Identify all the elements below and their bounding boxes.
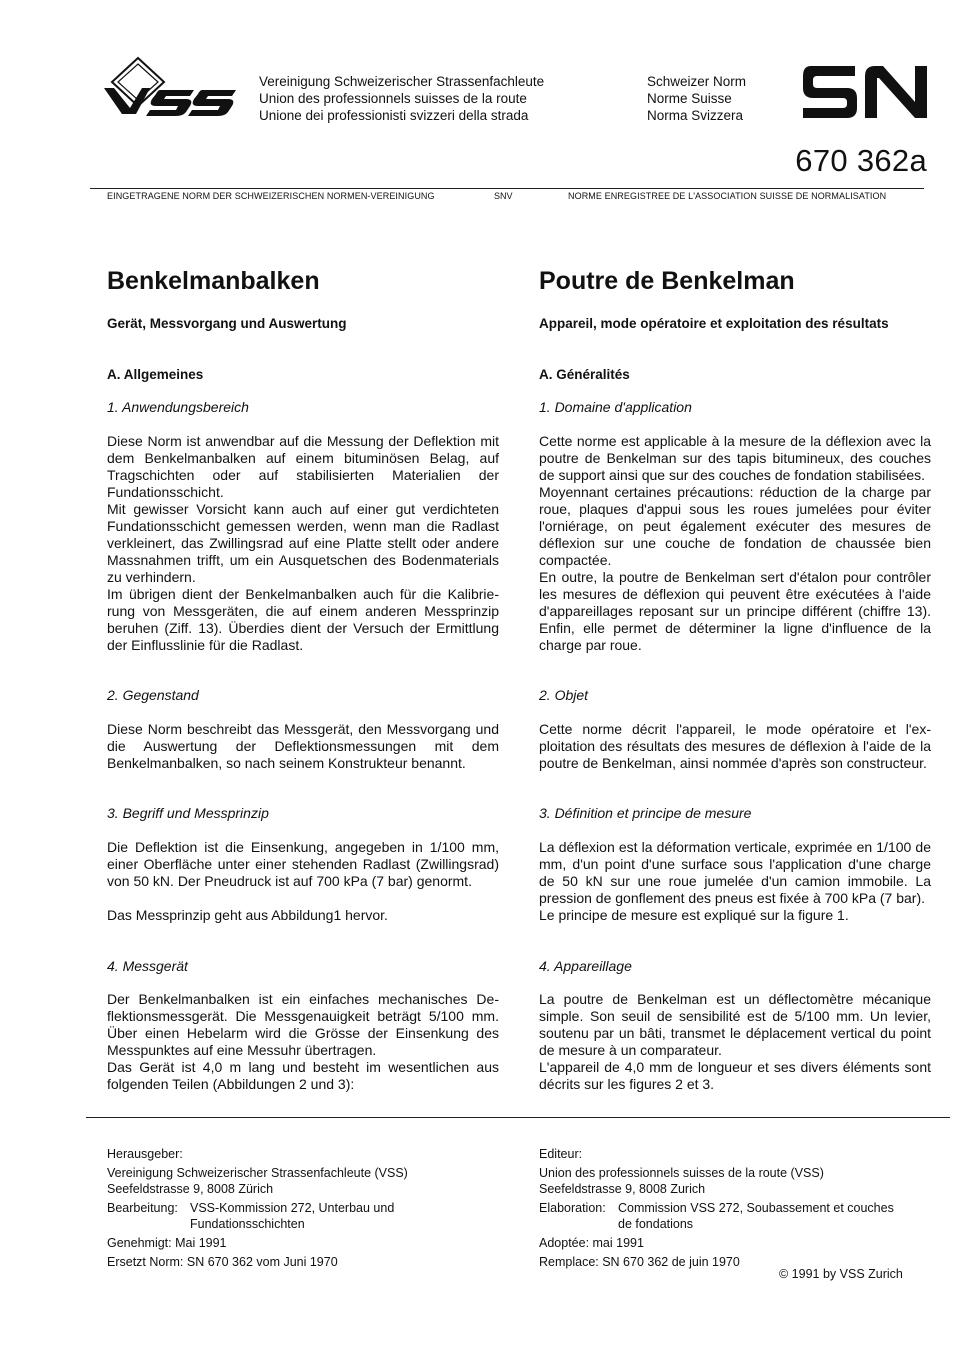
registration-snv: SNV: [494, 191, 513, 201]
subsection-1-heading-fr: 1. Domaine d'application: [539, 399, 692, 415]
subsection-2-heading-fr: 2. Objet: [539, 687, 589, 703]
editing-label-fr: Elaboration:: [539, 1201, 606, 1215]
publisher-label-fr: Editeur:: [539, 1147, 583, 1161]
vss-logo: [102, 56, 244, 122]
paragraph: Cette norme est applicable à la mesure de la déflexion avec la poutre de Benkelman sur des tapis bitumineux, des couches de support ainsi que sur des couches de fondation stabilisées.: [539, 433, 931, 483]
paragraph: Moyennant certaines précautions: réduction de la charge par roue, plaques d'appui sous les roues jumelées pour éviter l'orniérage, on peut également exécuter des mesures de déflexion sur une couche de fondation de chaussée bien compactée.: [539, 484, 931, 568]
section-heading-fr: A. Généralités: [539, 367, 630, 382]
section-heading-de: A. Allgemeines: [107, 367, 204, 382]
org-name-it: Unione dei professionisti svizzeri della strada: [259, 108, 529, 123]
german-title-block: [107, 266, 499, 296]
publisher-name-de: Vereinigung Schweizerischer Strassenfachleute (VSS): [107, 1166, 408, 1180]
paragraph: Das Gerät ist 4,0 m lang und besteht im wesentlichen aus folgenden Teilen (Abbildungen 2 und 3):: [107, 1059, 499, 1092]
paragraph: La déflexion est la déformation verticale, exprimée en 1/100 de mm, d'un point d'une surface sous l'application d'une charge de 50 kN sur une roue jumelée d'un camion immobile. La pression de gonflement des pneus est fixée à 700 kPa (7 bar).: [539, 839, 931, 906]
footer-divider: [86, 1117, 950, 1118]
publisher-address-de: Seefeldstrasse 9, 8008 Zürich: [107, 1182, 274, 1196]
paragraph: Das Messprinzip geht aus Abbildung1 hervor.: [107, 907, 388, 923]
registration-note-de: EINGETRAGENE NORM DER SCHWEIZERISCHEN NORMEN-VEREINIGUNG: [107, 191, 435, 201]
doc-subtitle-de: Gerät, Messvorgang und Auswertung: [107, 316, 347, 331]
norm-type-fr: Norme Suisse: [647, 91, 732, 106]
imprint-de: [107, 1146, 517, 1270]
approved-date-fr: Adoptée: mai 1991: [539, 1236, 644, 1250]
publisher-address-fr: Seefeldstrasse 9, 8008 Zurich: [539, 1182, 706, 1196]
subsection-3-heading-de: 3. Begriff und Messprinzip: [107, 805, 269, 821]
subsection-1-body-fr: [539, 433, 931, 654]
editing-label-de: Bearbeitung:: [107, 1201, 178, 1215]
paragraph: Die Deflektion ist die Einsenkung, angegeben in 1/100 mm, einer Oberfläche unter einer stehenden Radlast (Zwillingsrad) von 50 kN. Der Pneudruck ist auf 700 kPa (7 bar) genormt.: [107, 839, 499, 889]
editing-line-1-de: VSS-Kommission 272, Unterbau und: [190, 1201, 395, 1215]
norm-type-names: [647, 73, 746, 124]
replaces-norm-fr: Remplace: SN 670 362 de juin 1970: [539, 1255, 740, 1269]
editing-line-2-de: Fundationsschichten: [190, 1217, 305, 1231]
subsection-1-heading-de: 1. Anwendungsbereich: [107, 399, 249, 415]
paragraph: Diese Norm ist anwendbar auf die Messung der Deflektion mit dem Benkelmanbalken auf einem bituminösen Belag, auf Tragschichten oder auf stabilisierten Materialien der Fundationsschicht.: [107, 433, 499, 500]
paragraph: Le principe de mesure est expliqué sur la figure 1.: [539, 907, 849, 923]
subsection-3-body-fr: [539, 839, 931, 924]
subsection-4-heading-de: 4. Messgerät: [107, 958, 188, 974]
paragraph: Diese Norm beschreibt das Messgerät, den Messvorgang und die Auswertung der Deflektionsmessungen mit dem Benkelmanbalken, so nach seinem Konstrukteur benannt.: [107, 721, 499, 771]
imprint-fr: [539, 1146, 939, 1270]
paragraph: L'appareil de 4,0 mm de longueur et ses divers éléments sont décrits sur les figures 2 et 3.: [539, 1059, 931, 1092]
norm-number: 670 362a: [795, 143, 927, 178]
subsection-3-heading-fr: 3. Définition et principe de mesure: [539, 805, 752, 821]
doc-subtitle-fr: Appareil, mode opératoire et exploitation des résultats: [539, 316, 889, 331]
approved-date-de: Genehmigt: Mai 1991: [107, 1236, 227, 1250]
paragraph: En outre, la poutre de Benkelman sert d'étalon pour contrôler les mesures de déflexion qui peuvent être exécutées à l'aide d'appareillages reposant sur un principe différent (chiffre 13). Enfin, elle permet de déterminer la ligne d'influence de la charge par roue.: [539, 569, 931, 653]
paragraph: Der Benkelmanbalken ist ein einfaches mechanisches Deflektionsmessgerät. Die Messgenauigkeit beträgt 5/100 mm. Über einen Hebelarm wird die Grösse der Einsenkung des Messpunktes auf eine Messuhr übertragen.: [107, 991, 499, 1058]
subsection-2-body-de: [107, 721, 499, 772]
editing-row-fr: [539, 1200, 939, 1232]
editing-line-1-fr: Commission VSS 272, Soubassement et couches: [618, 1201, 894, 1215]
norm-type-it: Norma Svizzera: [647, 108, 744, 123]
sn-logo: [803, 66, 927, 118]
replaces-norm-de: Ersetzt Norm: SN 670 362 vom Juni 1970: [107, 1255, 338, 1269]
org-name-fr: Union des professionnels suisses de la route: [259, 91, 527, 106]
subsection-4-body-de: [107, 991, 499, 1093]
paragraph: Im übrigen dient der Benkelmanbalken auch für die Kalibrierung von Messgeräten, die auf einem anderen Messprinzip beruhen (Ziff. 13). Überdies dient der Versuch der Ermittlung der Einflusslinie für die Radlast.: [107, 586, 499, 653]
subsection-4-body-fr: [539, 991, 931, 1093]
editing-value-de: [190, 1200, 394, 1232]
header-divider: [90, 188, 924, 189]
registration-note-fr: NORME ENREGISTREE DE L'ASSOCIATION SUISSE DE NORMALISATION: [568, 191, 887, 201]
subsection-3-body-de: [107, 839, 499, 924]
organisation-names: [259, 73, 544, 124]
paragraph: Cette norme décrit l'appareil, le mode opératoire et l'exploitation des résultats des mesures de déflexion à l'aide de la poutre de Benkelman, ainsi nommée d'après son constructeur.: [539, 721, 931, 771]
french-title-block: [539, 266, 931, 296]
doc-title-de: Benkelmanbalken: [107, 267, 320, 295]
subsection-2-heading-de: 2. Gegenstand: [107, 687, 199, 703]
org-name-de: Vereinigung Schweizerischer Strassenfachleute: [259, 74, 545, 89]
editing-line-2-fr: de fondations: [618, 1217, 694, 1231]
editing-value-fr: [618, 1200, 894, 1232]
paragraph: Mit gewisser Vorsicht kann auch auf einer gut verdichteten Fundationsschicht gemessen werden, wenn man die Radlast verkleinert, das Zwillingsrad auf eine Platte stellt oder andere Massnahmen trifft, um ein Ausquetschen des Bodenmaterials zu verhindern.: [107, 501, 499, 585]
publisher-name-fr: Union des professionnels suisses de la route (VSS): [539, 1166, 824, 1180]
editing-row-de: [107, 1200, 517, 1232]
doc-title-fr: Poutre de Benkelman: [539, 267, 795, 295]
subsection-1-body-de: [107, 433, 499, 654]
norm-type-de: Schweizer Norm: [647, 74, 747, 89]
paragraph: La poutre de Benkelman est un déflectomètre mécanique simple. Son seuil de sensibilité est de 5/100 mm. Un levier, soutenu par un bâti, transmet le déplacement vertical du point de mesure à un comparateur.: [539, 991, 931, 1058]
subsection-4-heading-fr: 4. Appareillage: [539, 958, 632, 974]
subsection-2-body-fr: [539, 721, 931, 772]
publisher-label-de: Herausgeber:: [107, 1147, 183, 1161]
copyright-notice: © 1991 by VSS Zurich: [779, 1267, 903, 1281]
